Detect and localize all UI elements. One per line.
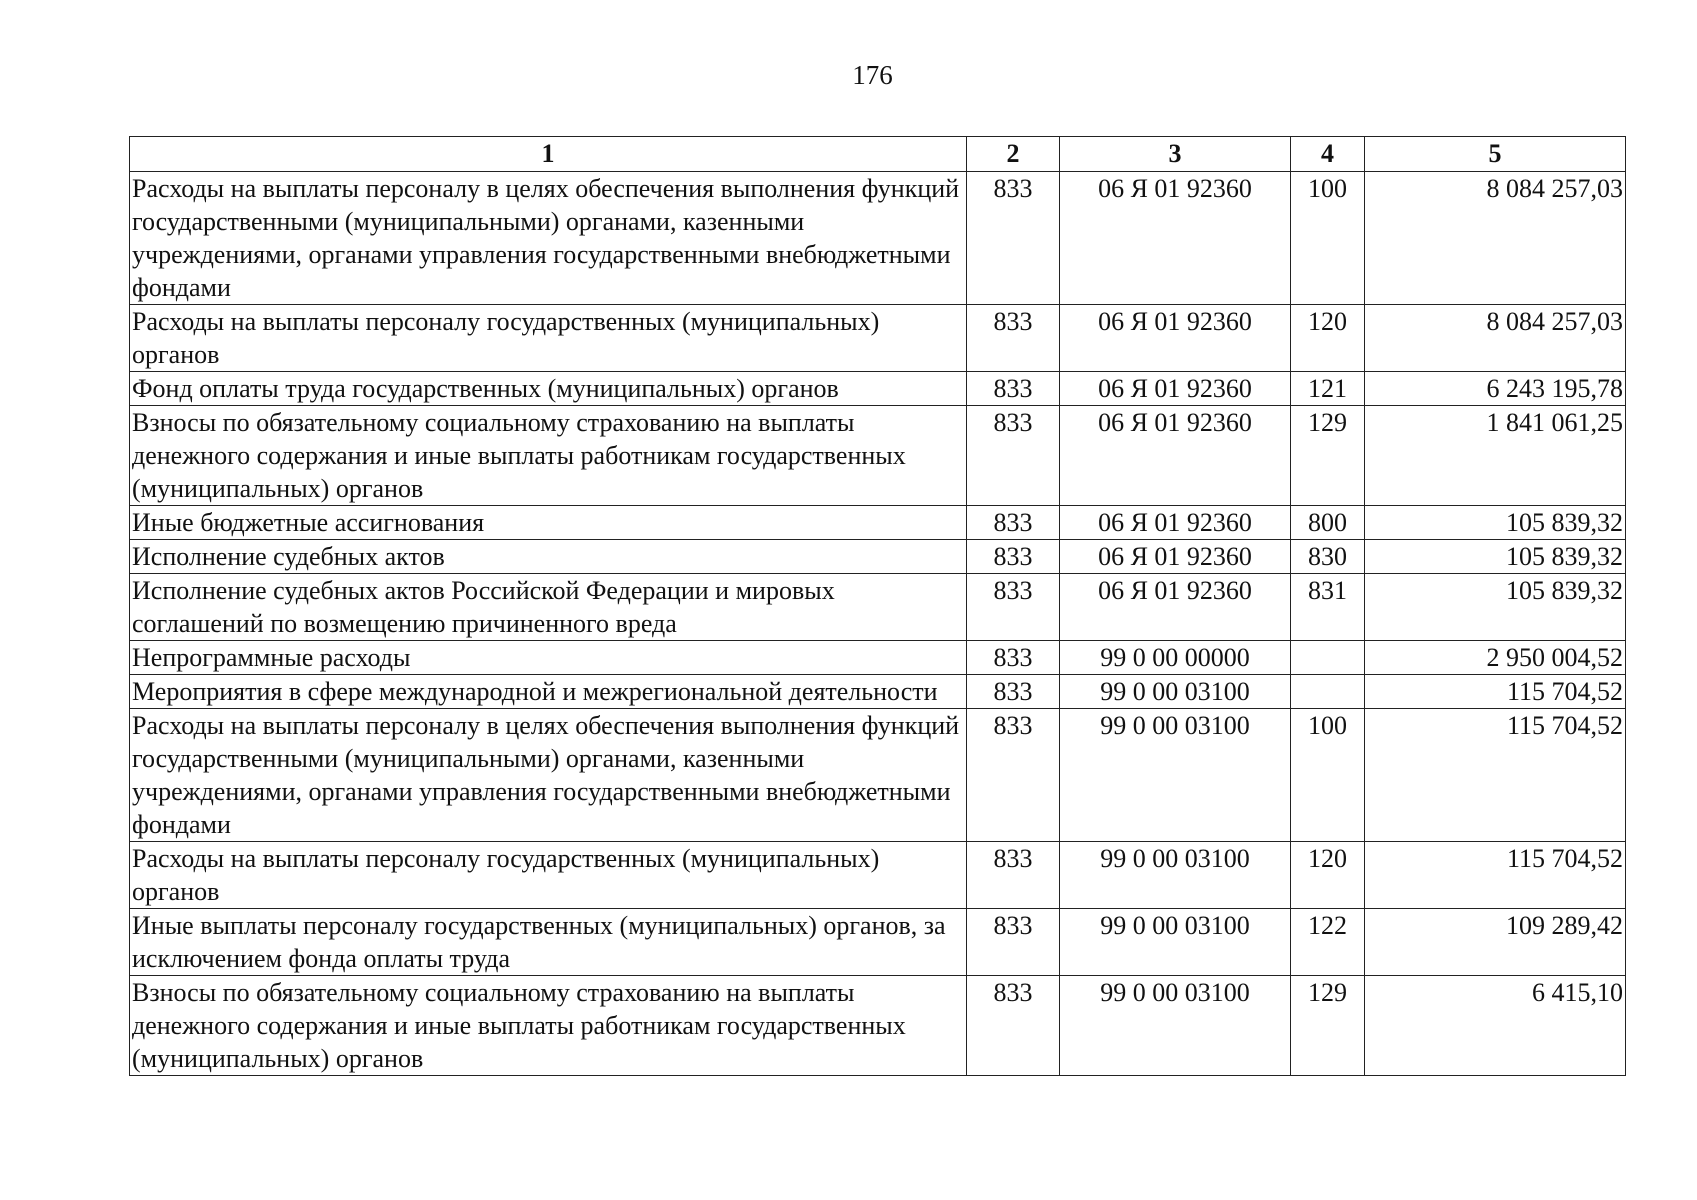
row-type-cell: 120 [1291,305,1365,372]
row-target-cell: 99 0 00 03100 [1060,675,1291,709]
row-target-cell: 99 0 00 03100 [1060,709,1291,842]
row-sum-cell: 105 839,32 [1365,574,1626,641]
header-col-4: 4 [1291,137,1365,172]
row-sum-cell: 105 839,32 [1365,540,1626,574]
table-row [130,709,1626,842]
table-row [130,675,1626,709]
row-name-cell: Фонд оплаты труда государственных (муниципальных) органов [130,372,967,406]
row-name-cell: Исполнение судебных актов [130,540,967,574]
row-target-cell: 99 0 00 03100 [1060,909,1291,976]
row-code-cell: 833 [967,709,1060,842]
row-type-cell: 830 [1291,540,1365,574]
row-target-cell: 06 Я 01 92360 [1060,574,1291,641]
row-name-cell: Иные выплаты персоналу государственных (муниципальных) органов, за исключением фонда оплаты труда [130,909,967,976]
row-code-cell: 833 [967,842,1060,909]
row-name-cell: Расходы на выплаты персоналу государственных (муниципальных) органов [130,305,967,372]
row-name-cell: Иные бюджетные ассигнования [130,506,967,540]
row-code-cell: 833 [967,372,1060,406]
row-code-cell: 833 [967,406,1060,506]
row-target-cell: 06 Я 01 92360 [1060,172,1291,305]
table-row [130,305,1626,372]
row-name-cell: Взносы по обязательному социальному страхованию на выплаты денежного содержания и иные выплаты работникам государственных (муниципальных) органов [130,976,967,1076]
row-name-cell: Непрограммные расходы [130,641,967,675]
table-header-row [130,137,1626,172]
row-code-cell: 833 [967,506,1060,540]
row-name-cell: Исполнение судебных актов Российской Федерации и мировых соглашений по возмещению причиненного вреда [130,574,967,641]
row-type-cell: 129 [1291,976,1365,1076]
table-row [130,372,1626,406]
header-col-5: 5 [1365,137,1626,172]
row-name-cell: Расходы на выплаты персоналу в целях обеспечения выполнения функций государственными (муниципальными) органами, казенными учреждениями, органами управления государственными внебюджетными фондами [130,709,967,842]
row-code-cell: 833 [967,574,1060,641]
row-sum-cell: 115 704,52 [1365,709,1626,842]
row-sum-cell: 115 704,52 [1365,675,1626,709]
header-col-1: 1 [130,137,967,172]
table-row [130,574,1626,641]
row-sum-cell: 2 950 004,52 [1365,641,1626,675]
row-code-cell: 833 [967,172,1060,305]
row-type-cell [1291,641,1365,675]
table-row [130,506,1626,540]
row-type-cell [1291,675,1365,709]
row-target-cell: 06 Я 01 92360 [1060,372,1291,406]
row-type-cell: 121 [1291,372,1365,406]
row-sum-cell: 8 084 257,03 [1365,172,1626,305]
row-target-cell: 99 0 00 03100 [1060,976,1291,1076]
row-type-cell: 800 [1291,506,1365,540]
row-type-cell: 120 [1291,842,1365,909]
table-row [130,406,1626,506]
row-sum-cell: 6 415,10 [1365,976,1626,1076]
row-type-cell: 122 [1291,909,1365,976]
row-sum-cell: 115 704,52 [1365,842,1626,909]
row-target-cell: 06 Я 01 92360 [1060,305,1291,372]
row-code-cell: 833 [967,540,1060,574]
row-target-cell: 06 Я 01 92360 [1060,506,1291,540]
row-code-cell: 833 [967,305,1060,372]
row-name-cell: Мероприятия в сфере международной и межрегиональной деятельности [130,675,967,709]
row-sum-cell: 1 841 061,25 [1365,406,1626,506]
row-target-cell: 99 0 00 00000 [1060,641,1291,675]
table-row [130,976,1626,1076]
table-row [130,641,1626,675]
table-row [130,540,1626,574]
row-target-cell: 99 0 00 03100 [1060,842,1291,909]
page-number: 176 [852,60,893,90]
row-target-cell: 06 Я 01 92360 [1060,406,1291,506]
row-sum-cell: 8 084 257,03 [1365,305,1626,372]
row-type-cell: 100 [1291,172,1365,305]
row-sum-cell: 109 289,42 [1365,909,1626,976]
header-col-2: 2 [967,137,1060,172]
row-type-cell: 129 [1291,406,1365,506]
row-target-cell: 06 Я 01 92360 [1060,540,1291,574]
row-code-cell: 833 [967,909,1060,976]
row-name-cell: Расходы на выплаты персоналу государственных (муниципальных) органов [130,842,967,909]
table-row [130,172,1626,305]
row-code-cell: 833 [967,976,1060,1076]
row-sum-cell: 6 243 195,78 [1365,372,1626,406]
table-body [130,172,1626,1076]
row-type-cell: 831 [1291,574,1365,641]
row-type-cell: 100 [1291,709,1365,842]
table-row [130,909,1626,976]
row-name-cell: Расходы на выплаты персоналу в целях обеспечения выполнения функций государственными (муниципальными) органами, казенными учреждениями, органами управления государственными внебюджетными фондами [130,172,967,305]
row-code-cell: 833 [967,641,1060,675]
row-name-cell: Взносы по обязательному социальному страхованию на выплаты денежного содержания и иные выплаты работникам государственных (муниципальных) органов [130,406,967,506]
row-sum-cell: 105 839,32 [1365,506,1626,540]
row-code-cell: 833 [967,675,1060,709]
header-col-3: 3 [1060,137,1291,172]
budget-table [129,136,1626,1076]
table-row [130,842,1626,909]
